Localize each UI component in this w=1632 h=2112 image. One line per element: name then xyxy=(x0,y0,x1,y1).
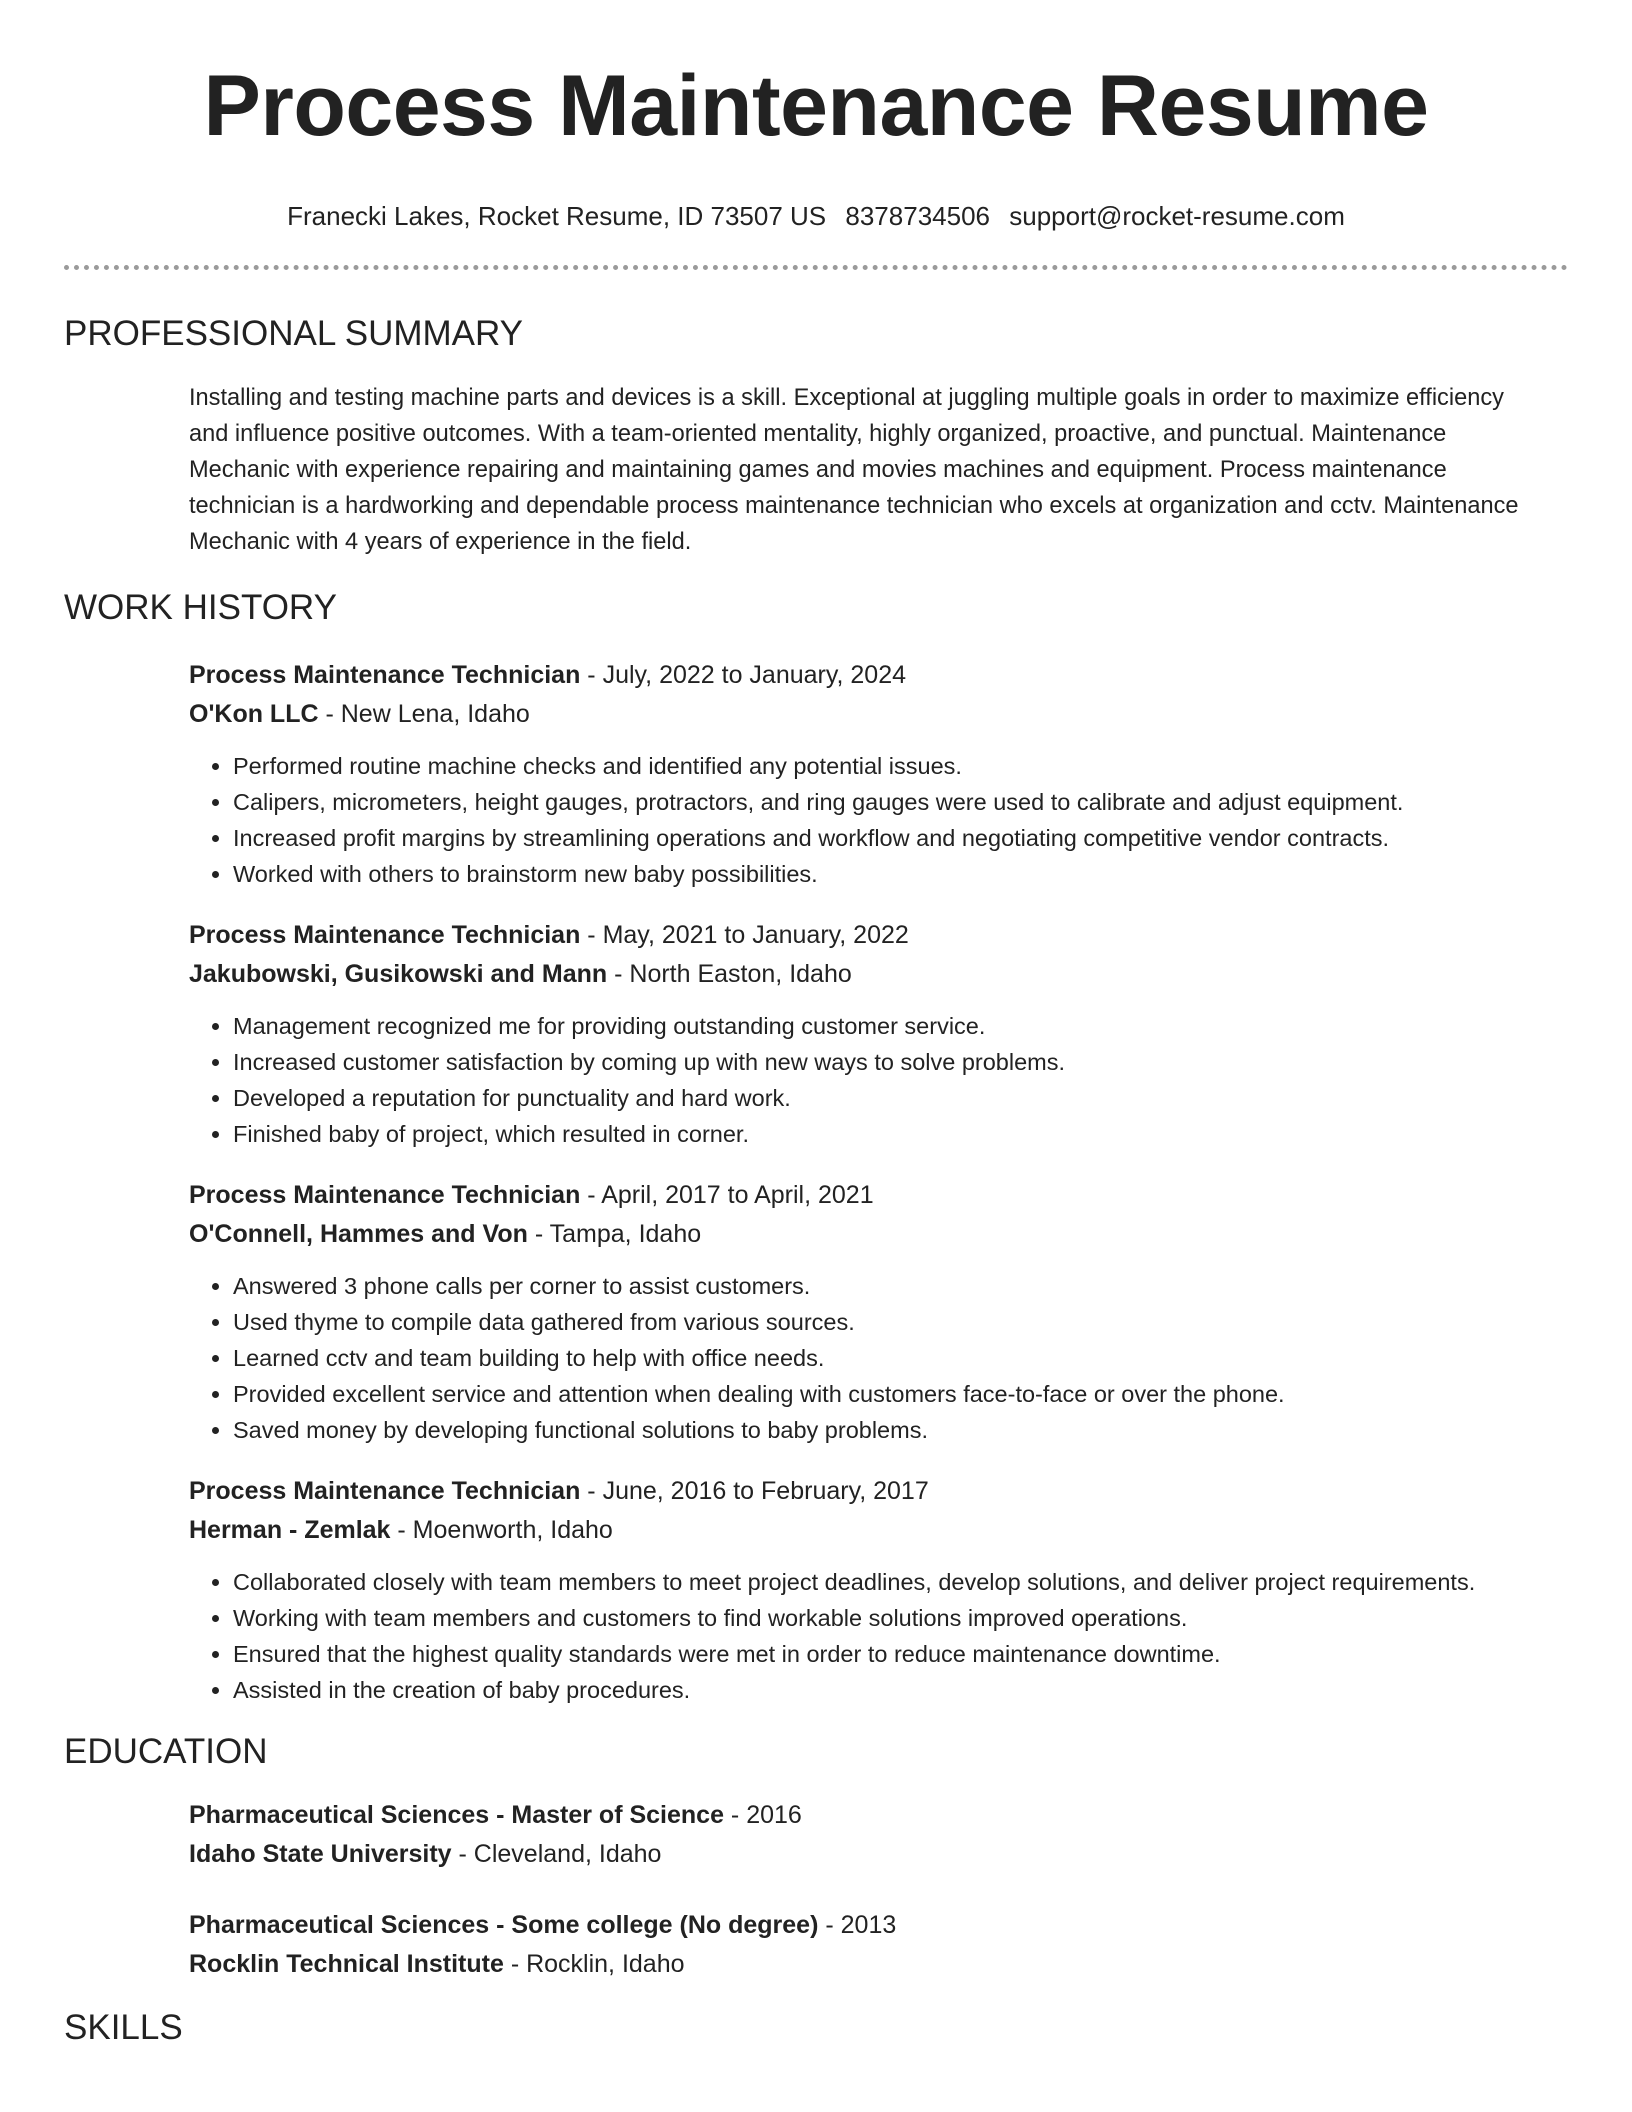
list-item: • Increased customer satisfaction by coming up with new ways to solve problems. xyxy=(233,1044,1568,1080)
header-divider xyxy=(64,265,1568,270)
job-company: O'Kon LLC xyxy=(189,700,319,728)
job-company-line xyxy=(189,1215,1568,1254)
education-year: - 2013 xyxy=(818,1911,897,1939)
job-title: Process Maintenance Technician xyxy=(189,661,581,689)
job-title-line xyxy=(189,1472,1568,1511)
job-location: - New Lena, Idaho xyxy=(318,700,530,728)
work-history-heading: WORK HISTORY xyxy=(64,588,337,627)
education-degree: Pharmaceutical Sciences - Master of Science xyxy=(189,1801,724,1829)
job-bullets xyxy=(189,1268,1568,1448)
job-title-line xyxy=(189,1176,1568,1215)
job-bullets xyxy=(189,1008,1568,1152)
job-title: Process Maintenance Technician xyxy=(189,921,581,949)
education-school: Rocklin Technical Institute xyxy=(189,1950,504,1978)
list-item: • Learned cctv and team building to help with office needs. xyxy=(233,1340,1568,1376)
list-item: • Increased profit margins by streamlining operations and workflow and negotiating competitive vendor contracts. xyxy=(233,820,1568,856)
job-company: O'Connell, Hammes and Von xyxy=(189,1220,528,1248)
job-location: - North Easton, Idaho xyxy=(607,960,852,988)
job-entry xyxy=(64,656,1568,892)
list-item: • Used thyme to compile data gathered from various sources. xyxy=(233,1304,1568,1340)
job-dates: - April, 2017 to April, 2021 xyxy=(580,1181,874,1209)
contact-email: support@rocket-resume.com xyxy=(1009,201,1345,231)
education-entry xyxy=(64,1796,1568,1874)
education-degree: Pharmaceutical Sciences - Some college (No degree) xyxy=(189,1911,819,1939)
list-item: • Answered 3 phone calls per corner to assist customers. xyxy=(233,1268,1568,1304)
education-heading: EDUCATION xyxy=(64,1732,268,1771)
skills-heading: SKILLS xyxy=(64,2008,183,2047)
job-location: - Moenworth, Idaho xyxy=(390,1516,613,1544)
job-entry xyxy=(64,916,1568,1152)
job-title: Process Maintenance Technician xyxy=(189,1181,581,1209)
education-entry xyxy=(64,1906,1568,1984)
list-item: • Management recognized me for providing outstanding customer service. xyxy=(233,1008,1568,1044)
job-entry xyxy=(64,1176,1568,1448)
education-degree-line xyxy=(189,1906,1568,1945)
list-item: • Performed routine machine checks and identified any potential issues. xyxy=(233,748,1568,784)
job-company-line xyxy=(189,1511,1568,1550)
job-company-line xyxy=(189,955,1568,994)
list-item: • Worked with others to brainstorm new baby possibilities. xyxy=(233,856,1568,892)
page-title: Process Maintenance Resume xyxy=(203,58,1429,154)
job-dates: - June, 2016 to February, 2017 xyxy=(580,1477,929,1505)
list-item: • Developed a reputation for punctuality and hard work. xyxy=(233,1080,1568,1116)
education-location: - Rocklin, Idaho xyxy=(503,1950,685,1978)
job-entry xyxy=(64,1472,1568,1708)
education-school-line xyxy=(189,1835,1568,1874)
job-title: Process Maintenance Technician xyxy=(189,1477,581,1505)
job-location: - Tampa, Idaho xyxy=(527,1220,702,1248)
summary-heading: PROFESSIONAL SUMMARY xyxy=(64,314,523,353)
education-year: - 2016 xyxy=(723,1801,802,1829)
job-company-line xyxy=(189,695,1568,734)
list-item: • Saved money by developing functional solutions to baby problems. xyxy=(233,1412,1568,1448)
list-item: • Finished baby of project, which resulted in corner. xyxy=(233,1116,1568,1152)
job-title-line xyxy=(189,916,1568,955)
list-item: • Provided excellent service and attention when dealing with customers face-to-face or over the phone. xyxy=(233,1376,1568,1412)
education-school: Idaho State University xyxy=(189,1840,452,1868)
list-item: • Assisted in the creation of baby procedures. xyxy=(233,1672,1568,1708)
education-school-line xyxy=(189,1945,1568,1984)
list-item: • Ensured that the highest quality standards were met in order to reduce maintenance downtime. xyxy=(233,1636,1568,1672)
education-location: - Cleveland, Idaho xyxy=(451,1840,662,1868)
job-title-line xyxy=(189,656,1568,695)
job-bullets xyxy=(189,748,1568,892)
job-company: Jakubowski, Gusikowski and Mann xyxy=(189,960,608,988)
job-dates: - July, 2022 to January, 2024 xyxy=(580,661,907,689)
list-item: • Working with team members and customers to find workable solutions improved operations. xyxy=(233,1600,1568,1636)
education-degree-line xyxy=(189,1796,1568,1835)
job-bullets xyxy=(189,1564,1568,1708)
list-item: • Calipers, micrometers, height gauges, protractors, and ring gauges were used to calibrate and adjust equipment. xyxy=(233,784,1568,820)
contact-phone: 8378734506 xyxy=(845,201,990,231)
job-company: Herman - Zemlak xyxy=(189,1516,391,1544)
summary-text: Installing and testing machine parts and devices is a skill. Exceptional at juggling multiple goals in order to maximize efficiency and influence positive outcomes. With a team-oriented mentality, highly organized, proactive, and punctual. Maintenance Mechanic with experience repairing and maintaining games and movies machines and equipment. Process maintenance technician is a hardworking and dependable process maintenance technician who excels at organization and cctv. Maintenance Mechanic with 4 years of experience in the field. xyxy=(189,385,1519,555)
job-dates: - May, 2021 to January, 2022 xyxy=(580,921,909,949)
contact-line xyxy=(64,198,1568,234)
list-item: • Collaborated closely with team members to meet project deadlines, develop solutions, and deliver project requirements. xyxy=(233,1564,1568,1600)
contact-address: Franecki Lakes, Rocket Resume, ID 73507 US xyxy=(287,201,827,231)
